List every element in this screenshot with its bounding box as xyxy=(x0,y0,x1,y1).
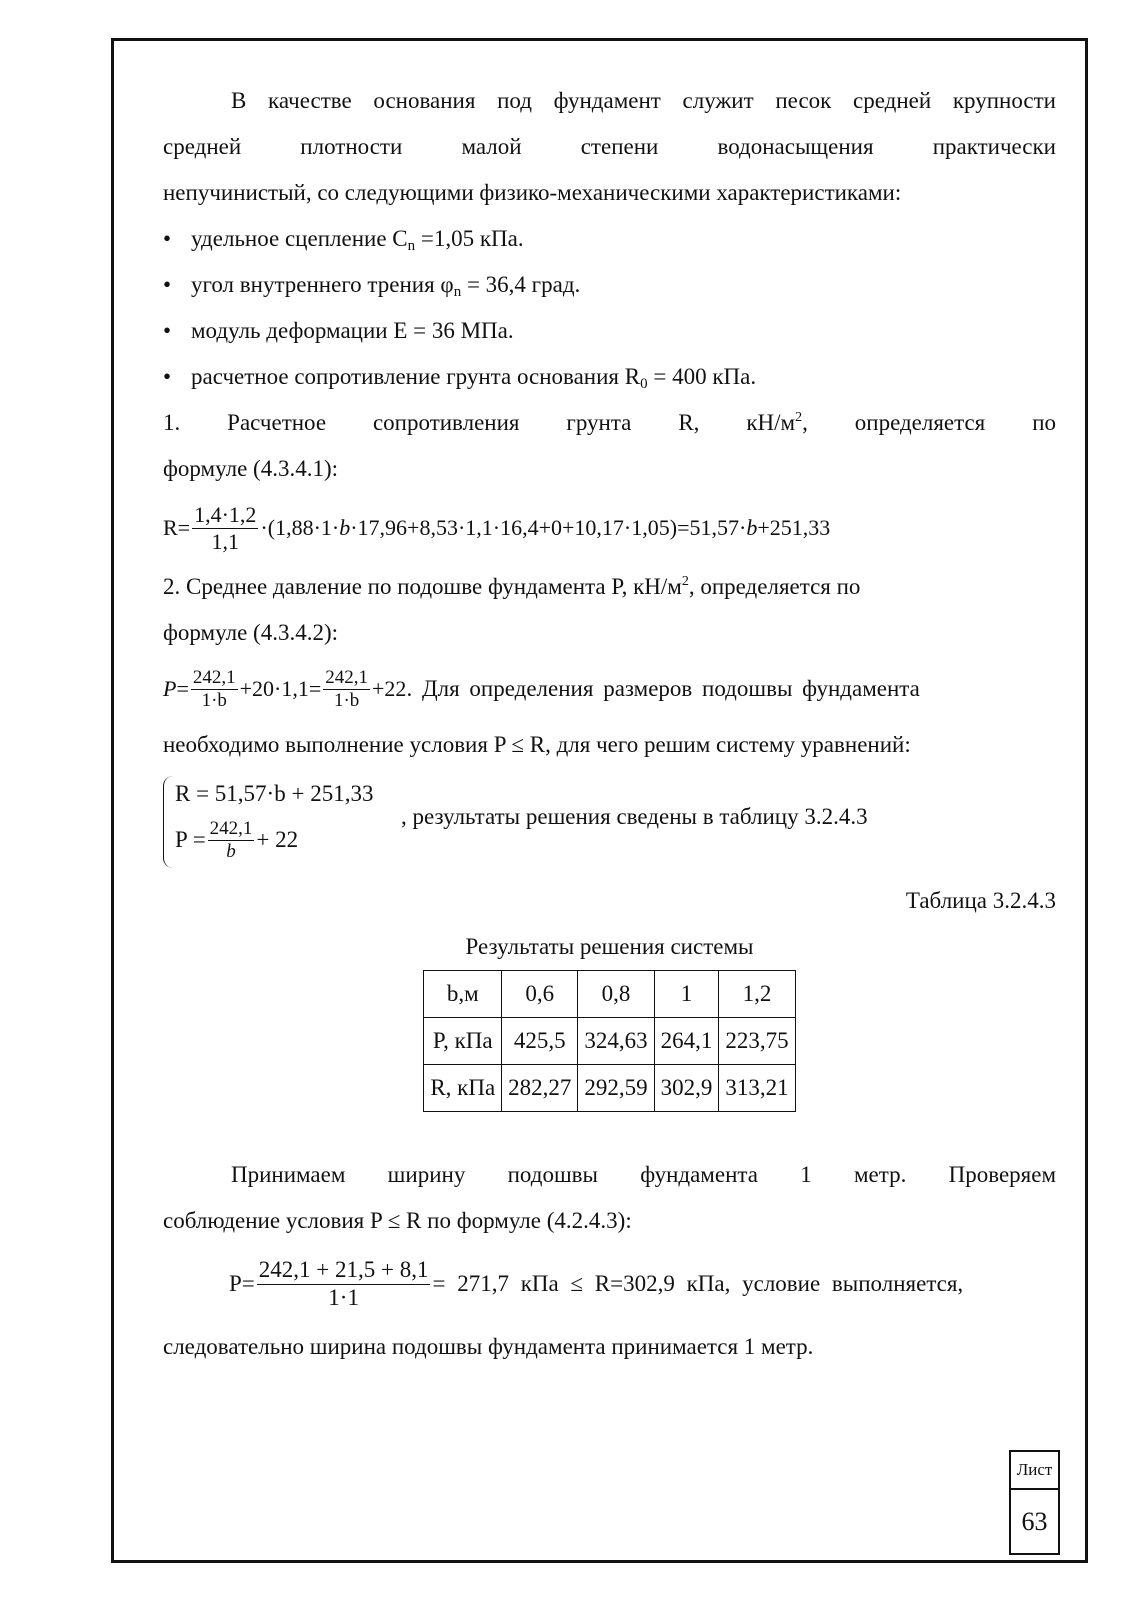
fraction: $\frac{1,4\cdot 1,2}{1,1}$ xyxy=(194,502,257,554)
conclusion-line-3: следовательно ширина подошвы фундамента принимается 1 метр. xyxy=(163,1334,814,1359)
conclusion-line-2: соблюдение условия P ≤ R по формуле (4.2.4.3): xyxy=(163,1208,632,1233)
table-row: b,м 0,6 0,8 1 1,2 xyxy=(424,971,795,1018)
document-body xyxy=(163,78,1056,1370)
sheet-label: Лист xyxy=(1011,1452,1058,1490)
item-1-line-2: формуле (4.3.4.1): xyxy=(163,456,338,481)
item-2-line-1: 2. Среднее давление по подошве фундамента P, $кН/м^2$, определяется по xyxy=(163,574,861,599)
system-eq-1: R = 51,57·b + 251,33 xyxy=(175,781,374,807)
conclusion-line-1: Принимаем ширину подошвы фундамента 1 метр. Проверяем xyxy=(231,1162,1056,1187)
fraction: $\frac{242,1}{b}$ xyxy=(209,817,253,862)
system-brace xyxy=(163,776,173,868)
sheet-number-box xyxy=(1009,1450,1060,1555)
fraction: $\frac{242,1}{1\cdot b}$ xyxy=(325,666,369,711)
list-item: • угол внутреннего трения $\varphi_n = 36,4$ град. xyxy=(163,262,1056,308)
intro-line-3: непучинистый, со следующими физико-механическими характеристиками: xyxy=(163,180,902,205)
fraction: $\frac{242,1}{1\cdot b}$ xyxy=(192,666,236,711)
intro-line-1: В качестве основания под фундамент служит песок средней крупности xyxy=(231,88,1056,113)
soil-properties-list xyxy=(163,216,1056,400)
system-eq-2: P = $\frac{242,1}{b}$ + 22 xyxy=(175,817,299,862)
fraction: $\frac{242,1 + 21,5 + 8,1}{1\cdot 1}$ xyxy=(258,1257,429,1310)
table-row: R, кПа 282,27 292,59 302,9 313,21 xyxy=(424,1065,795,1112)
item-2-line-2: формуле (4.3.4.2): xyxy=(163,620,338,645)
results-table xyxy=(423,970,795,1112)
condition-line: необходимо выполнение условия P ≤ R, для чего решим систему уравнений: xyxy=(163,732,911,757)
list-item: • модуль деформации E = 36 МПа. xyxy=(163,308,1056,354)
table-row: P, кПа 425,5 324,63 264,1 223,75 xyxy=(424,1018,795,1065)
intro-line-2: средней плотности малой степени водонасыщения практически xyxy=(163,134,1056,159)
system-result-text: , результаты решения сведены в таблицу 3.2.4.3 xyxy=(401,804,868,829)
table-title: Результаты решения системы xyxy=(465,934,754,959)
formula-r: R= $\frac{1,4\cdot 1,2}{1,1}$ ·(1,88·1· b ·17,96+8,53·1,1·16,4+0+10,17·1,05)=51,57· b +251,33 xyxy=(163,502,831,554)
formula-p: P = $\frac{242,1}{1\cdot b}$ +20·1,1= $\frac{242,1}{1\cdot b}$ +22 . Для определения размеров подошвы фундамента xyxy=(163,666,920,711)
equation-system xyxy=(163,774,1056,874)
item-1-line-1: 1. Расчетное сопротивления грунта R, $кН/м^2$, определяется по xyxy=(163,410,1056,435)
formula-check: P= $\frac{242,1 + 21,5 + 8,1}{1\cdot 1}$ = 271,7 кПа ≤ R=302,9 кПа, условие выполняется, xyxy=(229,1257,964,1310)
sheet-number: 63 xyxy=(1021,1507,1048,1536)
table-number: Таблица 3.2.4.3 xyxy=(905,888,1056,913)
list-item: • расчетное сопротивление грунта основания $R_0 = 400$ кПа. xyxy=(163,354,1056,400)
list-item: • удельное сцепление $C_n =1,05$ кПа. xyxy=(163,216,1056,262)
